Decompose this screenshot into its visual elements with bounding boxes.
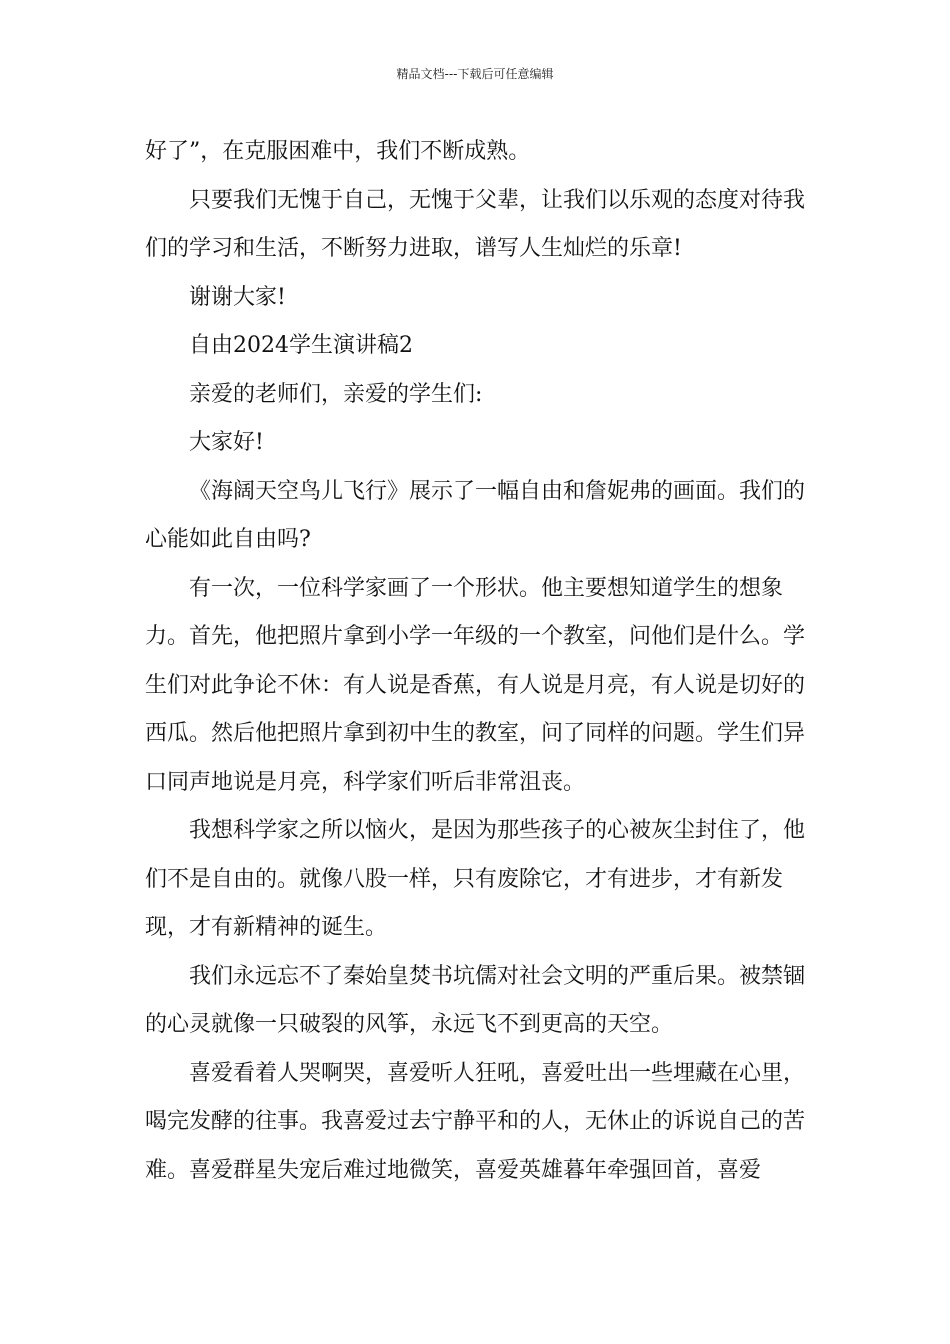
- greeting: 大家好!: [189, 430, 264, 455]
- page-header: 精品文档---下载后可任意编辑: [396, 67, 554, 81]
- paragraph: 我想科学家之所以恼火，是因为那些孩子的心被灰尘封住了，他们不是自由的。就像八股一样，只有废除它，才有进步，才有新发现，才有新精神的诞生。: [145, 818, 806, 940]
- paragraph: 只要我们无愧于自己，无愧于父辈，让我们以乐观的态度对待我们的学习和生活，不断努力进取，谱写人生灿烂的乐章!: [145, 187, 806, 261]
- paragraph: 有一次，一位科学家画了一个形状。他主要想知道学生的想象力。首先，他把照片拿到小学一年级的一个教室，问他们是什么。学生们对此争论不休：有人说是香蕉，有人说是月亮，有人说是切好的西瓜。然后他把照片拿到初中生的教室，问了同样的问题。学生们异口同声地说是月亮，科学家们听后非常沮丧。: [145, 575, 806, 795]
- paragraph: 《海阔天空鸟儿飞行》展示了一幅自由和詹妮弗的画面。我们的心能如此自由吗?: [145, 478, 806, 552]
- document-body: [145, 128, 825, 1195]
- paragraph: 喜爱看着人哭啊哭，喜爱听人狂吼，喜爱吐出一些埋藏在心里，喝完发酵的往事。我喜爱过去宁静平和的人，无休止的诉说自己的苦难。喜爱群星失宠后难过地微笑，喜爱英雄暮年牵强回首，喜爱: [145, 1060, 806, 1183]
- paragraph: 谢谢大家!: [189, 284, 286, 310]
- paragraph: 我们永远忘不了秦始皇焚书坑儒对社会文明的严重后果。被禁锢的心灵就像一只破裂的风筝，永远飞不到更高的天空。: [145, 963, 806, 1037]
- paragraph: 好了”，在克服困难中，我们不断成熟。: [145, 139, 531, 164]
- section-title: 自由2024学生演讲稿2: [189, 333, 413, 358]
- salutation: 亲爱的老师们，亲爱的学生们:: [189, 381, 483, 407]
